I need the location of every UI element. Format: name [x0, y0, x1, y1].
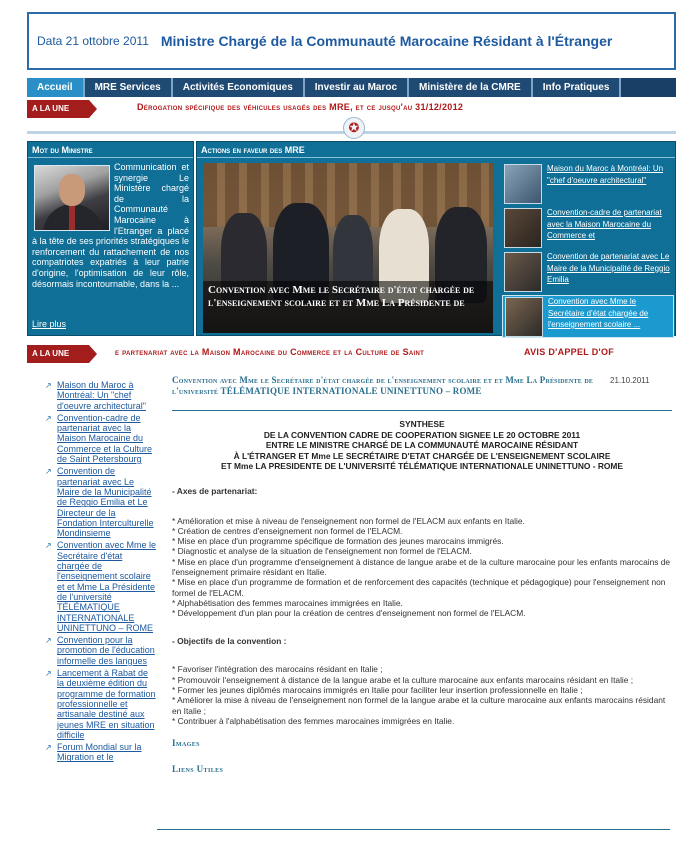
- list-item[interactable]: [45, 742, 157, 763]
- objectifs-item: * Former les jeunes diplômés marocains immigrés en Italie pour faciliter leur insertion professionnelle en Italie ;: [172, 685, 583, 696]
- sidebar-link[interactable]: Convention pour la promotion de l'éducation informelle des langues: [57, 635, 155, 666]
- photo-tie: [69, 206, 75, 230]
- axes-item: * Amélioration et mise à niveau de l'enseignement non formel de l'ELACM aux enfants en Italie.: [172, 515, 525, 526]
- nav-item-activites-economiques[interactable]: Activités Economiques: [173, 78, 305, 97]
- site-title[interactable]: Ministre Chargé de la Communauté Marocaine Résidant à l'Étranger: [160, 33, 613, 49]
- actions-mre-panel: [196, 141, 676, 336]
- synthese-block: [172, 419, 672, 472]
- objectifs-list: [172, 664, 672, 726]
- article-separator: [172, 410, 672, 411]
- list-item[interactable]: [45, 380, 157, 411]
- a-la-une-ticker-link[interactable]: e partenariat avec la Maison Marocaine du Commerce et la Culture de Saint: [115, 347, 425, 357]
- synthese-line: ET Mme LA PRESIDENTE DE L'UNIVERSITÉ TÉLÉMATIQUE INTERNATIONALE UNINETTUNO - ROME: [221, 461, 623, 471]
- external-link-arrow-icon: ↗: [45, 413, 52, 423]
- nav-item-accueil[interactable]: Accueil: [27, 78, 85, 97]
- article-content: [172, 419, 672, 774]
- nav-item-mre-services[interactable]: MRE Services: [85, 78, 173, 97]
- external-link-arrow-icon: ↗: [45, 743, 52, 753]
- photo-face: [59, 174, 85, 206]
- sidebar-link[interactable]: Convention de partenariat avec Le Maire de la Municipalité de Reggio Emilia et Le Directeur de la Fondation Interculturelle Mondinsieme: [57, 466, 154, 539]
- external-link-arrow-icon: ↗: [45, 669, 52, 679]
- footer-rule: [157, 829, 670, 830]
- external-link-arrow-icon: ↗: [45, 381, 52, 390]
- objectifs-item: * Contribuer à l'alphabétisation des femmes marocaines immigrées en Italie.: [172, 715, 455, 726]
- axes-item: * Alphabétisation des femmes marocaines immigrées en Italie.: [172, 597, 403, 608]
- thumb-item-active[interactable]: [502, 295, 674, 338]
- axes-item: * Création de centres d'enseignement non formel de l'ELACM.: [172, 525, 403, 536]
- list-item[interactable]: [45, 413, 157, 464]
- thumb-image: [504, 208, 542, 248]
- list-item[interactable]: [45, 668, 157, 740]
- thumb-link[interactable]: Convention-cadre de partenariat avec la Maison Marocaine du Commerce et: [547, 208, 662, 240]
- axes-item: * Mise en place d'un programme spécifique de formation des jeunes marocains immigrés.: [172, 536, 504, 547]
- article-date: 21.10.2011: [610, 376, 650, 385]
- liens-utiles-heading: Liens Utiles: [172, 764, 224, 775]
- article-breadcrumb: Convention avec Mme le Secrétaire d'état chargée de l'enseignement scolaire et et Mme La Présidente de l'université TÉLÉMATIQUE INTERNATIONALE UNINETTUNO – ROME: [172, 375, 594, 396]
- a-la-une-bottom: [27, 345, 676, 363]
- header-date: Data 21 ottobre 2011: [37, 34, 149, 48]
- thumb-link[interactable]: Convention avec Mme le Secrétaire d'état chargée de l'enseignement scolaire ...: [548, 297, 649, 329]
- mot-text: Communication et synergie Le Ministère chargé de la Communauté Marocaine à l'Etranger a placé à la tête de ses priorités stratégiques le renforcement du rattachement de nos compatriotes expatriés à leur patrie d'origine, l'optimisation de leur rôle, désormais incontournable, dans la ...: [32, 162, 189, 289]
- slide-caption[interactable]: Convention avec Mme le Secrétaire d'état chargée de l'enseignement scolaire et et Mme La Présidente de: [203, 281, 493, 333]
- list-item[interactable]: [45, 540, 157, 633]
- images-heading: Images: [172, 738, 200, 749]
- nav-item-investir-au-maroc[interactable]: Investir au Maroc: [305, 78, 409, 97]
- emblem-divider: [27, 117, 676, 139]
- thumb-link[interactable]: Maison du Maroc à Montréal: Un "chef d'oeuvre architectural": [547, 164, 664, 185]
- thumb-image: [504, 252, 542, 292]
- objectifs-item: * Promouvoir l'enseignement à distance de la langue arabe et la culture marocaine aux enfants marocains résidant en Italie ;: [172, 674, 634, 685]
- sidebar-link[interactable]: Convention avec Mme le Secrétaire d'état chargée de l'enseignement scolaire et et Mme La Présidente de l'université TÉLÉMATIQUE INTERNATIONALE UNINETTUNO – ROME: [57, 540, 157, 633]
- lire-plus-link[interactable]: Lire plus: [32, 319, 67, 330]
- thumb-image: [504, 164, 542, 204]
- featured-slide[interactable]: [203, 163, 493, 333]
- a-la-une-ticker-link[interactable]: Dérogation spécifique des véhicules usagés des MRE, et ce jusqu'au 31/12/2012: [137, 102, 464, 112]
- objectifs-item: * Favoriser l'intégration des marocains résidant en Italie ;: [172, 664, 383, 675]
- thumb-item[interactable]: [502, 207, 674, 250]
- synthese-line: SYNTHESE: [399, 419, 445, 429]
- slide-thumbnails: [502, 163, 674, 339]
- list-item[interactable]: [45, 466, 157, 538]
- synthese-line: À L'ÉTRANGER ET Mme LE SECRÉTAIRE D'ETAT CHARGÉE DE L'ENSEIGNEMENT SCOLAIRE: [233, 450, 611, 461]
- synthese-line: ENTRE LE MINISTRE CHARGÉ DE LA COMMUNAUTÉ MAROCAINE RÉSIDANT: [265, 440, 579, 450]
- axes-item: * Mise en place d'un programme d'enseignement à distance de langue arabe et de la culture marocaine pour les enfants marocains de l'enseignement primaire résidant en Italie.: [172, 556, 671, 577]
- axes-item: * Développement d'un plan pour la création de centres d'enseignement non formel de l'ELACM.: [172, 608, 526, 619]
- nav-item-info-pratiques[interactable]: Info Pratiques: [533, 78, 622, 97]
- a-la-une-tag: A LA UNE: [27, 100, 89, 118]
- mot-du-ministre-panel: [27, 141, 194, 336]
- thumb-image: [505, 297, 543, 337]
- external-link-arrow-icon: ↗: [45, 541, 52, 551]
- thumb-link[interactable]: Convention de partenariat avec Le Maire de la Municipalité de Reggio Emilia: [547, 252, 670, 284]
- objectifs-heading: - Objectifs de la convention :: [172, 636, 287, 647]
- sidebar-link[interactable]: Maison du Maroc à Montréal: Un "chef d'oeuvre architectural": [57, 380, 146, 411]
- sidebar-list: [45, 380, 157, 765]
- synthese-line: DE LA CONVENTION CADRE DE COOPERATION SIGNEE LE 20 OCTOBRE 2011: [263, 429, 581, 440]
- sidebar-link[interactable]: Lancement à Rabat de la deuxième édition du programme de formation professionnelle et artisanale destiné aux jeunes MRE en situation difficile: [57, 668, 156, 740]
- mot-body: [28, 158, 193, 334]
- nav-item-ministere-cmre[interactable]: Ministère de la CMRE: [409, 78, 533, 97]
- objectifs-item: * Améliorer la mise à niveau de l'enseignement non formel de la langue arabe et la culture marocaine aux enfants marocains résidant en Italie ;: [172, 695, 666, 716]
- thumb-item[interactable]: [502, 251, 674, 294]
- list-item[interactable]: [45, 635, 157, 666]
- axes-item: * Mise en place d'un programme de formation et de renforcement des capacités (technique et pédagogique) pour l'enseignement non formel de l'ELACM.: [172, 577, 666, 598]
- a-la-une-tag: A LA UNE: [27, 345, 89, 363]
- axes-list: [172, 516, 672, 619]
- external-link-arrow-icon: ↗: [45, 636, 52, 646]
- axes-item: * Diagnostic et analyse de la situation de l'enseignement non formel de l'ELACM.: [172, 546, 472, 557]
- actions-heading: Actions en faveur des MRE: [197, 142, 675, 158]
- main-nav: [27, 78, 676, 97]
- minister-photo: [34, 165, 110, 231]
- sidebar-link[interactable]: Convention-cadre de partenariat avec la Maison Marocaine du Commerce et la Culture de Saint Petersbourg: [57, 412, 153, 465]
- thumb-item[interactable]: [502, 163, 674, 206]
- sidebar-link[interactable]: Forum Mondial sur la Migration et le: [57, 742, 142, 763]
- avis-appel-link[interactable]: AVIS D'APPEL D'OF: [524, 347, 615, 357]
- site-header: [27, 12, 676, 70]
- axes-heading: - Axes de partenariat:: [172, 485, 258, 496]
- royal-emblem-icon: ✪: [343, 117, 365, 139]
- mot-du-ministre-heading: Mot du Ministre: [28, 142, 193, 158]
- external-link-arrow-icon: ↗: [45, 467, 52, 477]
- a-la-une-top: [27, 100, 676, 118]
